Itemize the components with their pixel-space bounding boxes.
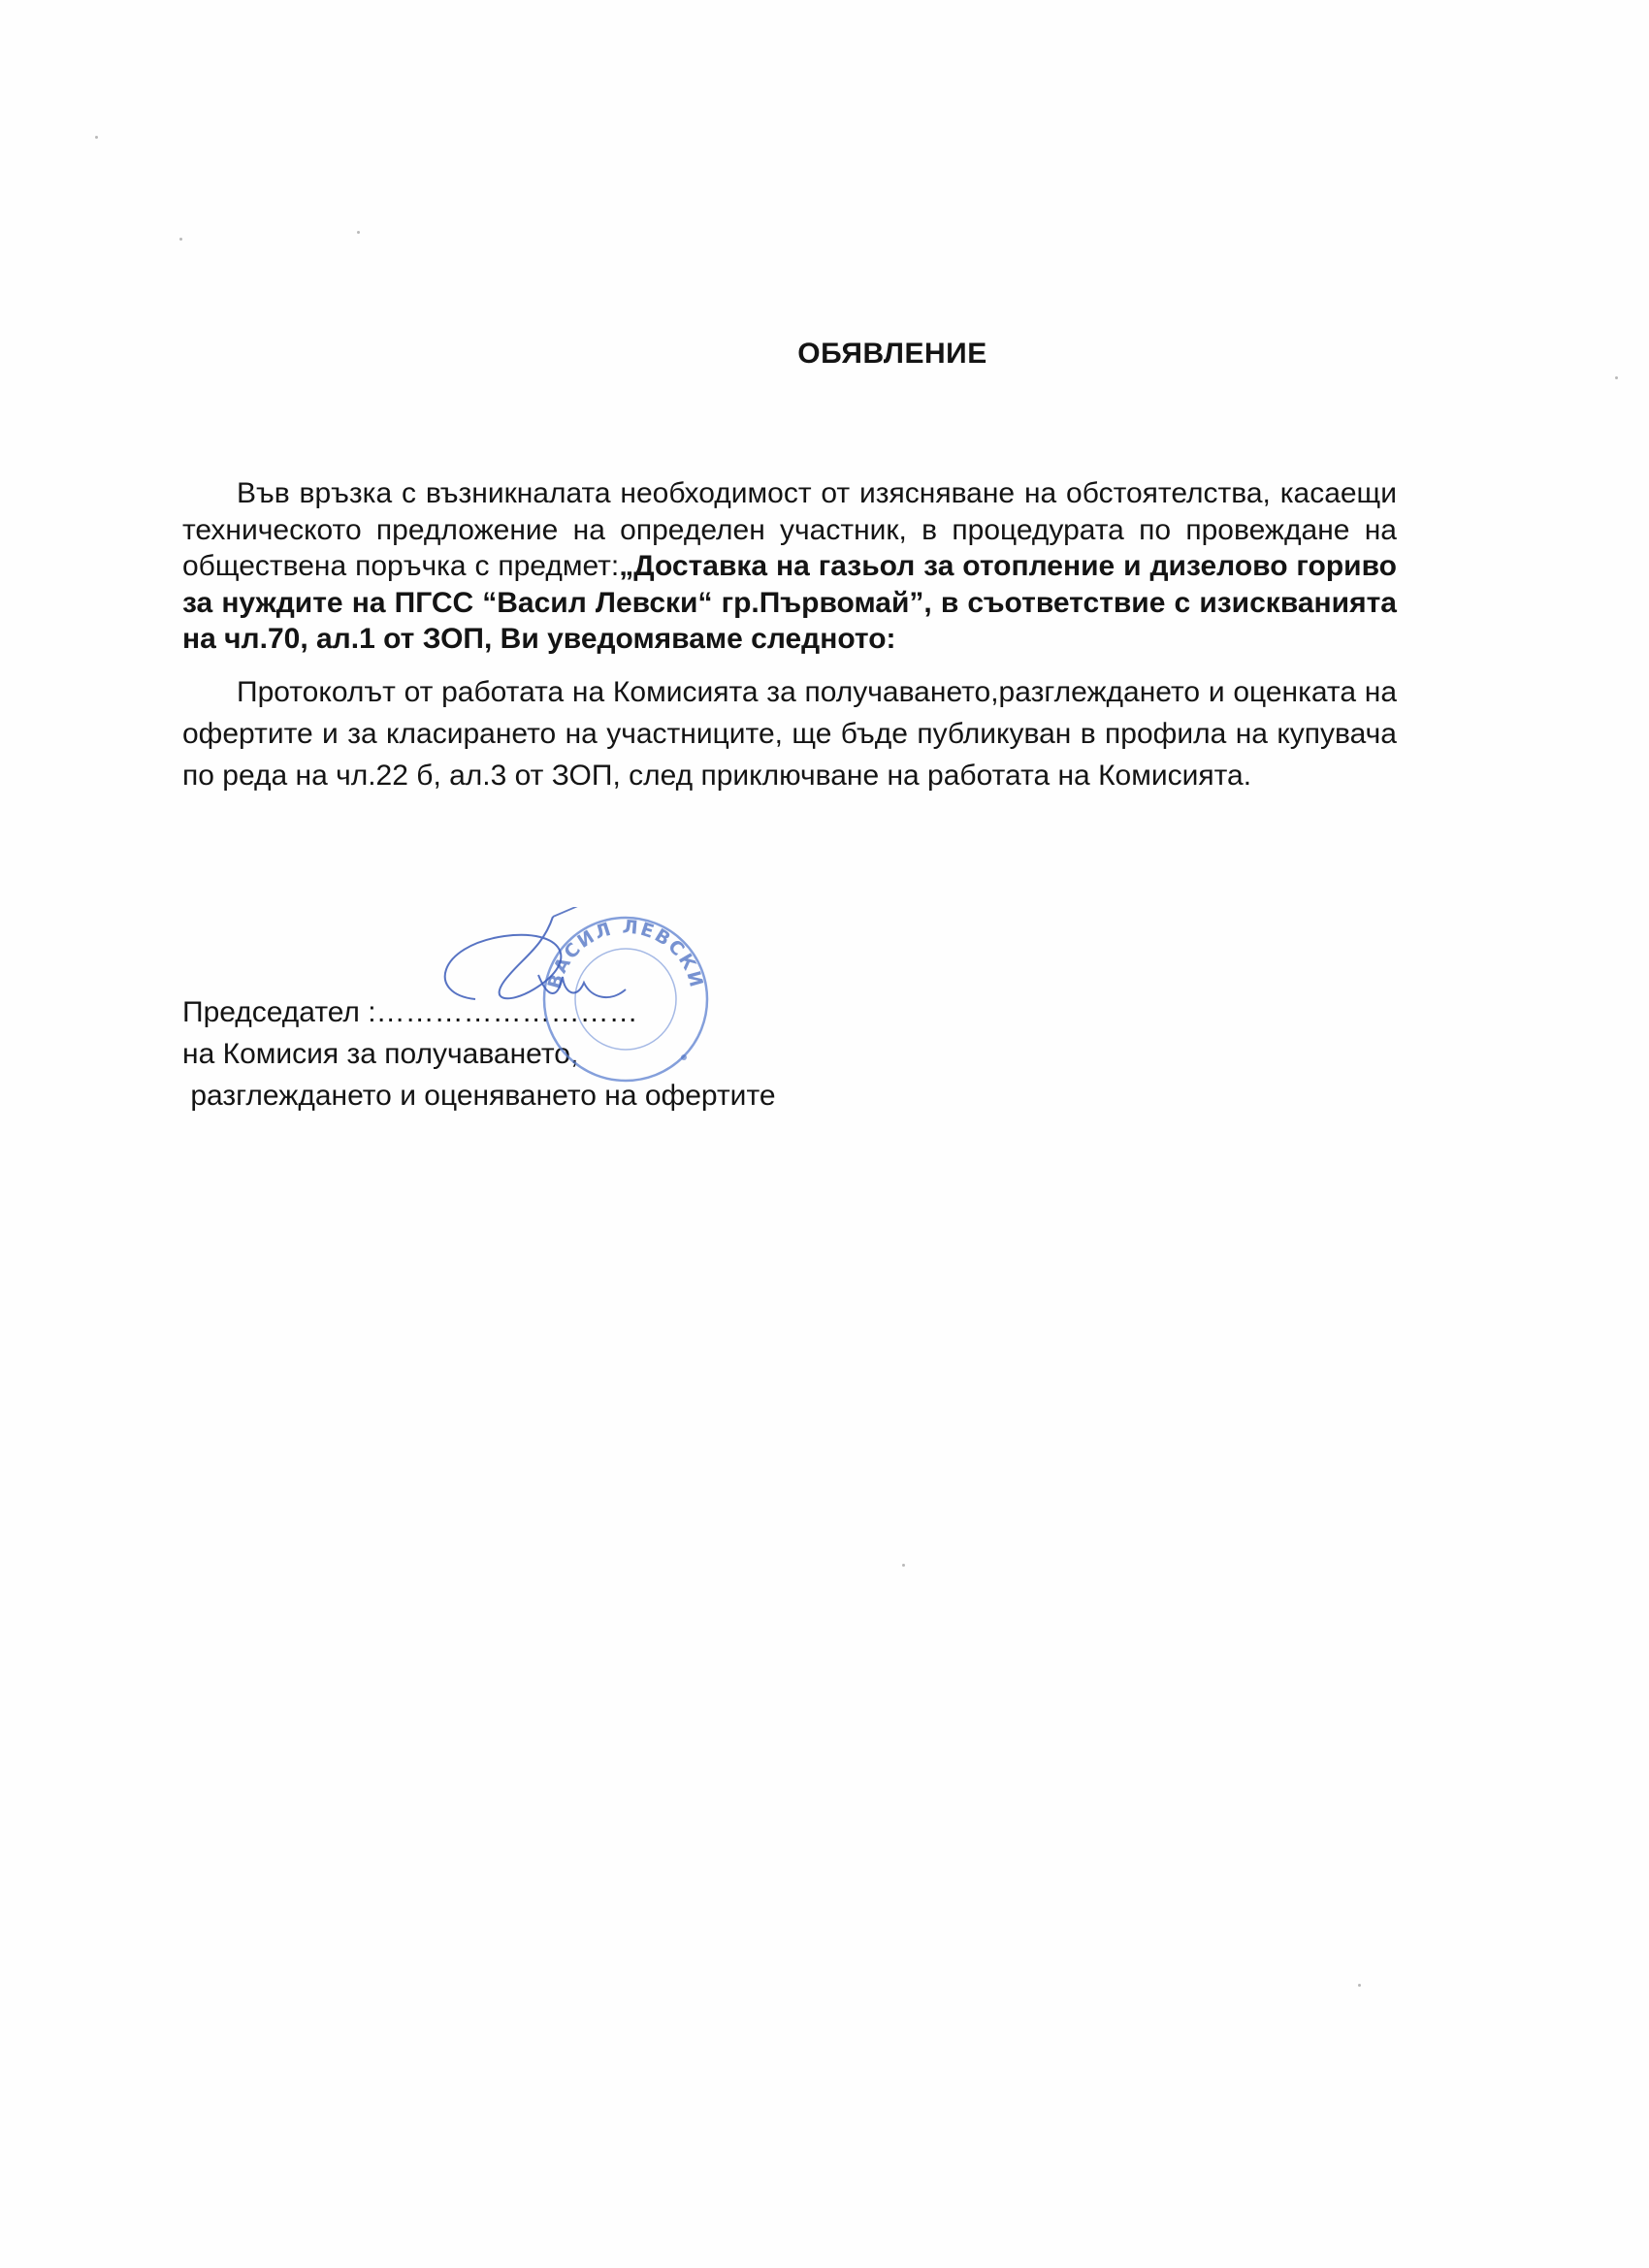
- paragraph-announcement: [182, 475, 1397, 658]
- scan-speck: [1615, 376, 1618, 379]
- procurement-subject: „Доставка на газьол за отопление и дизелово гориво за нуждите на ПГСС “Васил Левски“ гр.Първомай”, в съответствие с изискванията на чл.70, ал.1 от ЗОП, Ви уведомяваме следното:: [182, 550, 1397, 655]
- chairman-line: Председател :………………………: [182, 996, 638, 1028]
- svg-text:ВАСИЛ ЛЕВСКИ: ВАСИЛ ЛЕВСКИ: [543, 916, 708, 991]
- document-body: [182, 475, 1397, 796]
- commission-line: на Комисия за получаването,: [182, 1038, 579, 1070]
- scan-speck: [1358, 1984, 1361, 1987]
- document-title: ОБЯВЛЕНИЕ: [797, 338, 987, 370]
- paragraph-intro: Във връзка с възникналата необходимост от изясняване на обстоятелства, касаещи техническото предложение на определен участник, в процедурата по провеждане на обществена поръчка с предмет:: [182, 477, 1397, 582]
- scan-speck: [179, 238, 182, 241]
- scan-speck: [902, 1564, 905, 1567]
- paragraph-protocol: Протоколът от работата на Комисията за получаването,разглеждането и оценката на офертите и за класирането на участниците, ще бъде публикуван в профила на купувача по реда на чл.22 б, ал.3 от ЗОП, след приключване на работата на Комисията.: [182, 675, 1397, 792]
- scan-speck: [357, 231, 360, 234]
- scan-speck: [95, 136, 98, 139]
- handwritten-signature: [417, 907, 640, 1033]
- commission-line-2: разглеждането и оценяването на офертите: [182, 1080, 776, 1112]
